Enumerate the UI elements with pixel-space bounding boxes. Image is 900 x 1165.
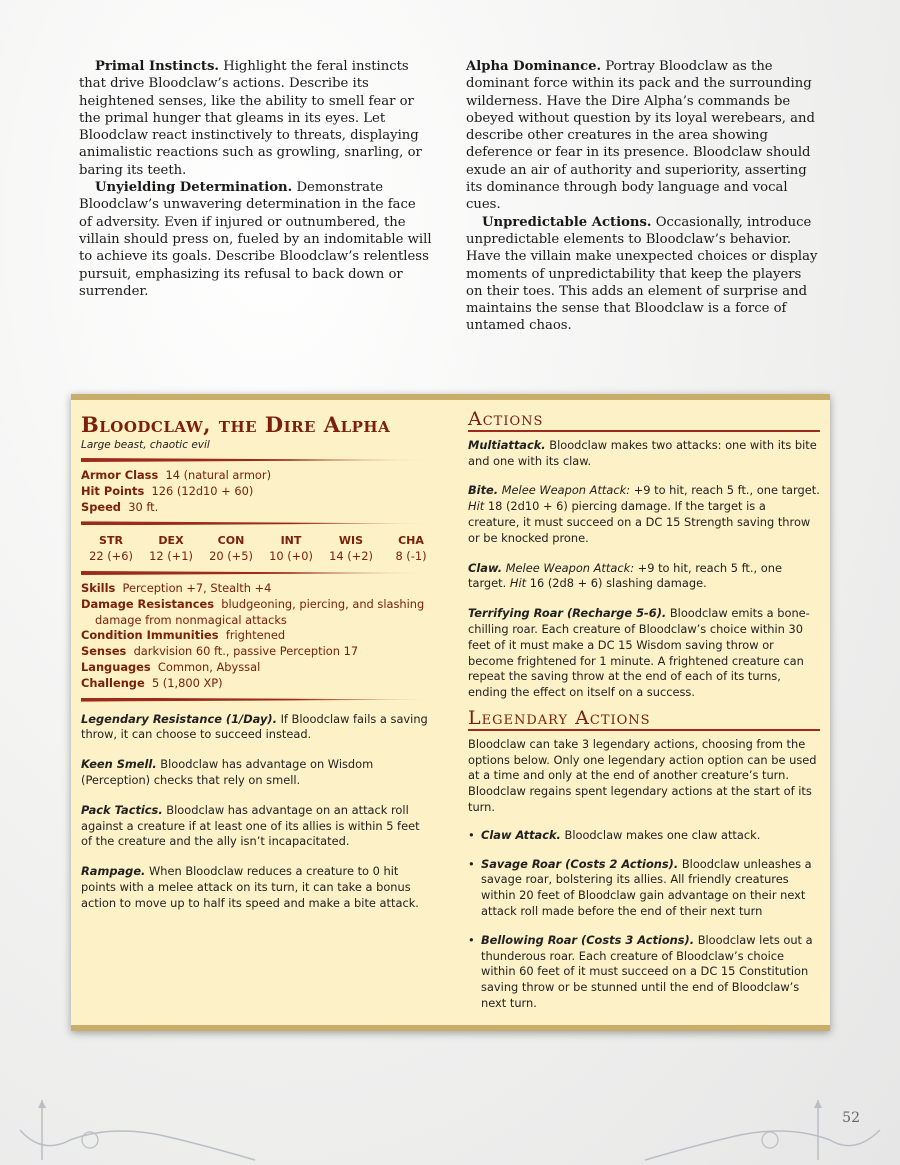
action-terrifying-roar: Terrifying Roar (Recharge 5-6). Bloodclaw emits a bone-chilling roar. Each creature of Bloodclaw’s choice within 30 feet of it must make a DC 15 Wisdom saving throw or become frightened for 1 minute. A frightened creature can repeat the saving throw at the end of each of its turns, ending the effect on itself on a success. (468, 606, 810, 700)
paragraph: Alpha Dominance. Portray Bloodclaw as the dominant force within its pack and the surrounding wilderness. Have the Dire Alpha’s commands be obeyed without question by its loyal werebears, and describe other creatures in the area showing deference or fear in its presence. Bloodclaw should exude an air of authority and superiority, asserting its dominance through body language and vocal cues. (466, 59, 815, 213)
action-claw: Claw. Melee Weapon Attack: +9 to hit, reach 5 ft., one target. Hit 16 (2d8 + 6) slashing damage. (468, 560, 782, 591)
actions-heading: Actions (468, 412, 820, 432)
hit-points: Hit Points 126 (12d10 + 60) (81, 483, 254, 498)
paragraph: Unpredictable Actions. Occasionally, introduce unpredictable elements to Bloodclaw’s behavior. Have the villain make unexpected choices or display moments of unpredictability that keep the players on their toes. This adds an element of surprise and maintains the sense that Bloodclaw is a force of untamed chaos. (466, 214, 818, 334)
ability-str: STR 22 (+6) (89, 534, 133, 564)
challenge: Challenge 5 (1,800 XP) (81, 675, 223, 690)
footer-ornament-left-icon (0, 1100, 260, 1165)
page-number: 52 (842, 1110, 860, 1126)
legendary-action-item: • Bellowing Roar (Costs 3 Actions). Bloodclaw lets out a thunderous roar. Each creature of Bloodclaw’s choice within 60 feet of it must succeed on a DC 15 Constitution saving throw or be stunned until the end of Bloodclaw’s next turn. (468, 932, 813, 1010)
creature-type: Large beast, chaotic evil (81, 439, 210, 451)
senses: Senses darkvision 60 ft., passive Perception 17 (81, 644, 359, 659)
trait: Legendary Resistance (1/Day). If Bloodclaw fails a saving throw, it can choose to succeed instead. (81, 711, 428, 742)
creature-name: Bloodclaw, the Dire Alpha (81, 412, 391, 437)
languages: Languages Common, Abyssal (81, 659, 261, 674)
damage-resistances: Damage Resistances bludgeoning, piercing, and slashing damage from nonmagical attacks (81, 596, 425, 627)
stat-block-right-column (468, 408, 820, 1015)
bullet-icon: • (468, 932, 475, 947)
divider (81, 521, 432, 525)
speed: Speed 30 ft. (81, 499, 159, 514)
body-column-right (466, 58, 819, 335)
paragraph: Primal Instincts. Highlight the feral instincts that drive Bloodclaw’s actions. Describe its heightened senses, like the ability to smell fear or the primal hunger that gleams in its eyes. Let Bloodclaw react instinctively to threats, displaying animalistic reactions such as growling, snarling, or baring its teeth. (79, 59, 422, 178)
legendary-actions-heading: Legendary Actions (468, 711, 820, 731)
condition-immunities: Condition Immunities frightened (81, 628, 286, 643)
legendary-intro: Bloodclaw can take 3 legendary actions, choosing from the options below. Only one legendary action option can be used at a time and only at the end of another creature’s turn. Bloodclaw regains spent legendary actions at the start of its turn. (468, 736, 817, 814)
ability-cha: CHA 8 (-1) (395, 534, 427, 564)
page-body (79, 58, 819, 335)
trait: Keen Smell. Bloodclaw has advantage on Wisdom (Perception) checks that rely on smell. (81, 757, 374, 787)
footer-ornament-right-icon (640, 1100, 900, 1165)
stat-block (71, 394, 830, 1031)
action-bite: Bite. Melee Weapon Attack: +9 to hit, reach 5 ft., one target. Hit 18 (2d10 + 6) piercing damage. If the target is a creature, it must succeed on a DC 15 Strength saving throw or be knocked prone. (468, 483, 820, 545)
ability-int: INT 10 (+0) (269, 534, 313, 564)
skills: Skills Perception +7, Stealth +4 (81, 580, 272, 595)
action-multiattack: Multiattack. Bloodclaw makes two attacks: one with its bite and one with its claw. (468, 437, 817, 468)
paragraph: Unyielding Determination. Demonstrate Bloodclaw’s unwavering determination in the face of adversity. Even if injured or outnumbered, the villain should press on, fueled by an indomitable will to achieve its goals. Describe Bloodclaw’s relentless pursuit, emphasizing its refusal to back down or surrender. (79, 180, 432, 299)
body-column-left (79, 58, 432, 335)
ability-con: CON 20 (+5) (209, 534, 253, 564)
stat-block-left-column (81, 412, 432, 1015)
ability-scores (81, 531, 432, 565)
divider (81, 571, 432, 575)
bullet-icon: • (468, 827, 475, 842)
ability-wis: WIS 14 (+2) (329, 534, 373, 564)
trait: Pack Tactics. Bloodclaw has advantage on an attack roll against a creature if at least one of its allies is within 5 feet of the creature and the ally isn’t incapacitated. (81, 802, 420, 849)
divider (81, 458, 432, 462)
armor-class: Armor Class 14 (natural armor) (81, 468, 272, 482)
legendary-action-item: • Savage Roar (Costs 2 Actions). Bloodclaw unleashes a savage roar, bolstering its allies. All friendly creatures within 20 feet of Bloodclaw gain advantage on their next attack roll made before the end of their next turn (468, 856, 812, 918)
ability-dex: DEX 12 (+1) (149, 534, 193, 564)
bullet-icon: • (468, 856, 475, 871)
legendary-action-item: • Claw Attack. Bloodclaw makes one claw attack. (468, 827, 761, 842)
trait: Rampage. When Bloodclaw reduces a creature to 0 hit points with a melee attack on its turn, it can take a bonus action to move up to half its speed and make a bite attack. (81, 864, 419, 910)
divider (81, 698, 432, 702)
